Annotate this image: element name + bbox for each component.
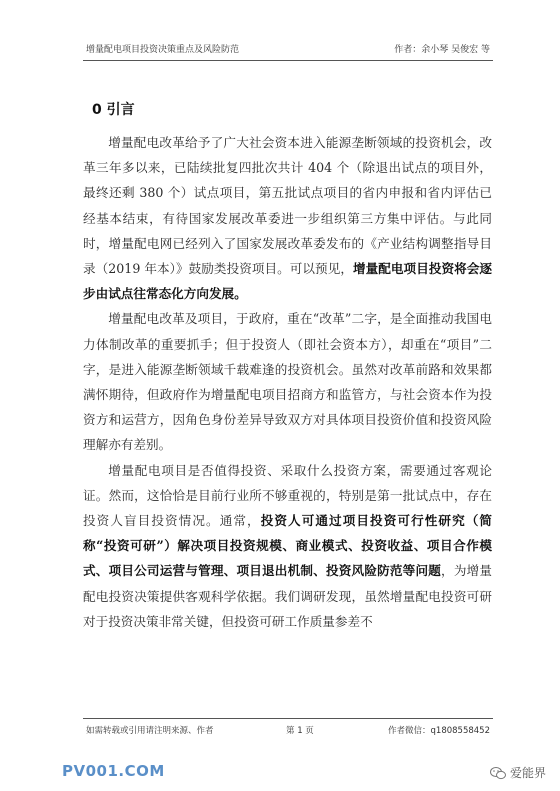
paragraph-1-text: 增量配电改革给予了广大社会资本进入能源垄断领域的投资机会，改革三年多以来，已陆续批复四批次共计 404 个（除退出试点的项目外，最终还剩 380 个）试点项目，第五批试点项目的省内申报和省内评估已经基本结束，有待国家发展改革委进一步组织第三方集中评估。与此同时，增量配电网已经列入了国家发展改革委发布的《产业结构调整指导目录（2019 年本）》鼓励类投资项目。可以预见，: [83, 135, 492, 277]
page-header: [86, 38, 490, 58]
paragraph-3-bold: 投资人可通过项目投资可行性研究（简称“投资可研”）解决项目投资规模、商业模式、投资收益、项目合作模式、项目公司运营与管理、项目退出机制、投资风险防范等问题: [83, 513, 493, 579]
footer-copyright-note: 如需转载或引用请注明来源、作者: [86, 726, 214, 736]
paragraph-2: [83, 306, 492, 457]
page-footer: [86, 724, 490, 738]
footer-author-wechat: 作者微信：q1808558452: [388, 726, 490, 736]
body-text: [83, 130, 492, 634]
paragraph-1: [83, 130, 492, 306]
section-title: 0 引言: [92, 102, 135, 118]
page-number: 第 1 页: [286, 726, 314, 736]
paragraph-3-tail: ，为增量配电投资决策提供客观科学依据。我们调研发现，虽然增量配电投资可研对于投资决策非常关键，但投资可研工作质量参差不: [83, 563, 493, 629]
header-title: 增量配电项目投资决策重点及风险防范: [86, 45, 240, 55]
site-watermark: PV001.COM: [62, 762, 165, 780]
paragraph-1-bold: 增量配电项目投资将会逐步由试点往常态化方向发展。: [83, 261, 492, 302]
wechat-watermark: [490, 764, 546, 781]
header-divider: [83, 60, 493, 61]
wechat-icon: [490, 766, 506, 780]
wechat-account-name: 爱能界: [509, 766, 546, 780]
paragraph-2-text: 增量配电改革及项目，于政府，重在“改革”二字，是全面推动我国电力体制改革的重要抓手；但于投资人（即社会资本方），却重在“项目”二字，是进入能源垄断领域千载难逢的投资机会。虽然对改革前路和效果都满怀期待，但政府作为增量配电项目招商方和监管方，与社会资本作为投资方和运营方，因角色身份差异导致双方对具体项目投资价值和投资风险理解亦有差别。: [83, 311, 492, 453]
header-authors: 作者：余小琴 吴俊宏 等: [394, 45, 490, 55]
paragraph-3-text: 增量配电项目是否值得投资、采取什么投资方案，需要通过客观论证。然而，这恰恰是目前行业所不够重视的，特别是第一批试点中，存在投资人盲目投资情况。通常，: [83, 462, 492, 529]
footer-divider: [83, 718, 493, 719]
paragraph-3: [83, 458, 492, 634]
